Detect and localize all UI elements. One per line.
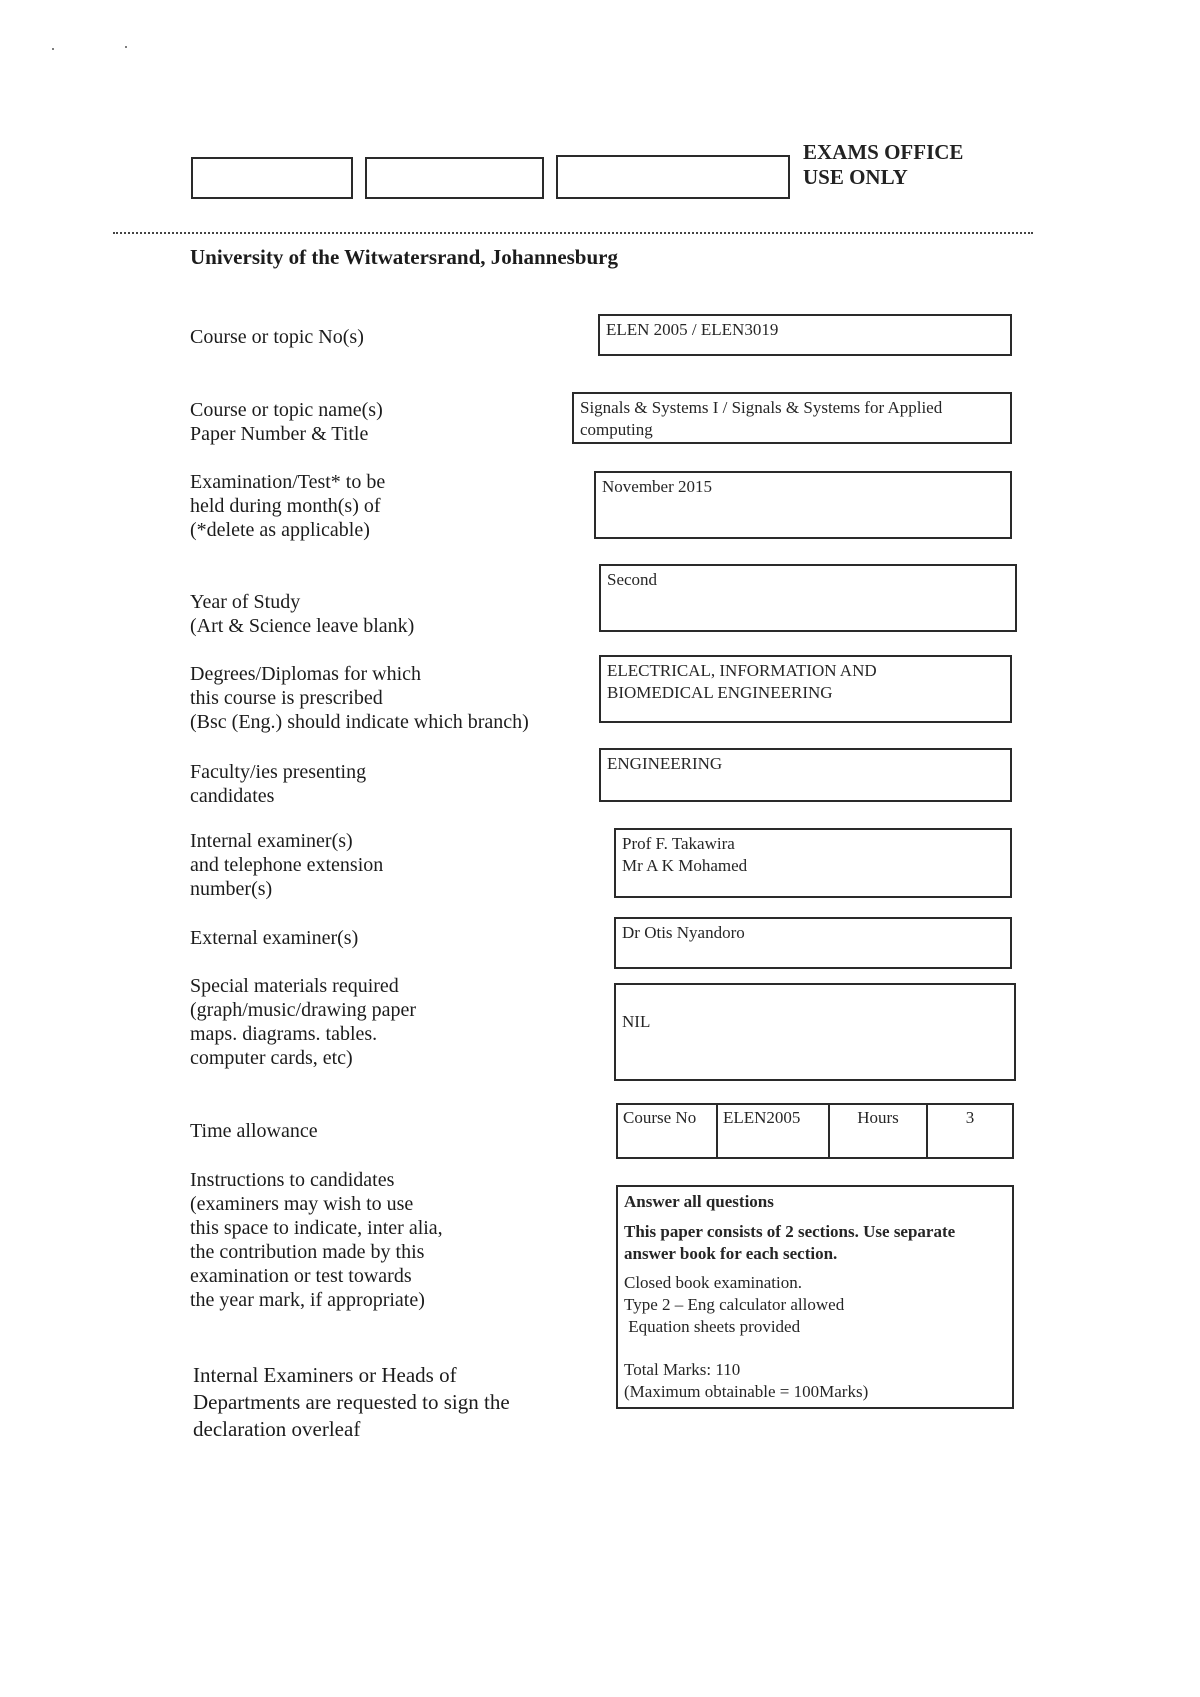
sections-instruction-1: This paper consists of 2 sections. Use separate — [624, 1222, 956, 1241]
instructions-box[interactable] — [616, 1185, 1014, 1409]
total-marks: Total Marks: 110 — [624, 1360, 741, 1379]
university-name: University of the Witwatersrand, Johannesburg — [190, 245, 618, 269]
exams-office-box-1[interactable] — [191, 157, 353, 199]
degrees-field[interactable]: ELECTRICAL, INFORMATION AND BIOMEDICAL ENGINEERING — [599, 655, 1012, 723]
faculty-field[interactable]: ENGINEERING — [599, 748, 1012, 802]
course-no-cell-label: Course No — [617, 1104, 717, 1158]
closed-book-note: Closed book examination. — [624, 1273, 803, 1292]
signature-request-note: Internal Examiners or Heads of Departments are requested to sign the declaration overleaf — [193, 1363, 510, 1441]
time-allowance-label: Time allowance — [190, 1120, 318, 1142]
scan-speck — [125, 46, 127, 48]
calculator-note: Type 2 – Eng calculator allowed — [624, 1295, 845, 1314]
exams-office-label: EXAMS OFFICE USE ONLY — [803, 140, 964, 189]
course-no-cell-value[interactable]: ELEN2005 — [717, 1104, 829, 1158]
degrees-label: Degrees/Diplomas for which this course is prescribed (Bsc (Eng.) should indicate which branch) — [190, 663, 529, 733]
year-of-study-label: Year of Study (Art & Science leave blank) — [190, 591, 415, 637]
answer-all-instruction: Answer all questions — [624, 1192, 774, 1211]
external-examiners-label: External examiner(s) — [190, 927, 359, 949]
faculty-label: Faculty/ies presenting candidates — [190, 761, 367, 807]
instructions-label: Instructions to candidates (examiners may wish to use this space to indicate, inter alia, the contribution made by this examination or test towards the year mark, if appropriate) — [190, 1169, 443, 1311]
external-examiners-field[interactable]: Dr Otis Nyandoro — [614, 917, 1012, 969]
course-no-field[interactable]: ELEN 2005 / ELEN3019 — [598, 314, 1012, 356]
cut-line — [113, 232, 1033, 234]
course-no-label: Course or topic No(s) — [190, 326, 364, 348]
exams-office-box-2[interactable] — [365, 157, 544, 199]
year-of-study-field[interactable]: Second — [599, 564, 1017, 632]
special-materials-field[interactable]: NIL — [614, 983, 1016, 1081]
scan-speck — [52, 48, 54, 50]
time-allowance-table — [616, 1103, 1014, 1159]
hours-cell-label: Hours — [829, 1104, 927, 1158]
sections-instruction-2: answer book for each section. — [624, 1244, 838, 1263]
internal-examiners-label: Internal examiner(s) and telephone extension number(s) — [190, 830, 384, 900]
internal-examiners-field[interactable]: Prof F. Takawira Mr A K Mohamed — [614, 828, 1012, 898]
course-name-label: Course or topic name(s) Paper Number & Title — [190, 399, 383, 445]
exams-office-box-3[interactable] — [556, 155, 790, 199]
exam-month-label: Examination/Test* to be held during month(s) of (*delete as applicable) — [190, 471, 386, 541]
course-name-field[interactable]: Signals & Systems I / Signals & Systems for Applied computing — [572, 392, 1012, 444]
exam-month-field[interactable]: November 2015 — [594, 471, 1012, 539]
special-materials-label: Special materials required (graph/music/drawing paper maps. diagrams. tables. computer cards, etc) — [190, 975, 417, 1069]
hours-cell-value[interactable]: 3 — [927, 1104, 1013, 1158]
time-allowance-row — [617, 1104, 1013, 1158]
equation-sheets-note: Equation sheets provided — [624, 1317, 801, 1336]
maximum-marks: (Maximum obtainable = 100Marks) — [624, 1382, 869, 1401]
